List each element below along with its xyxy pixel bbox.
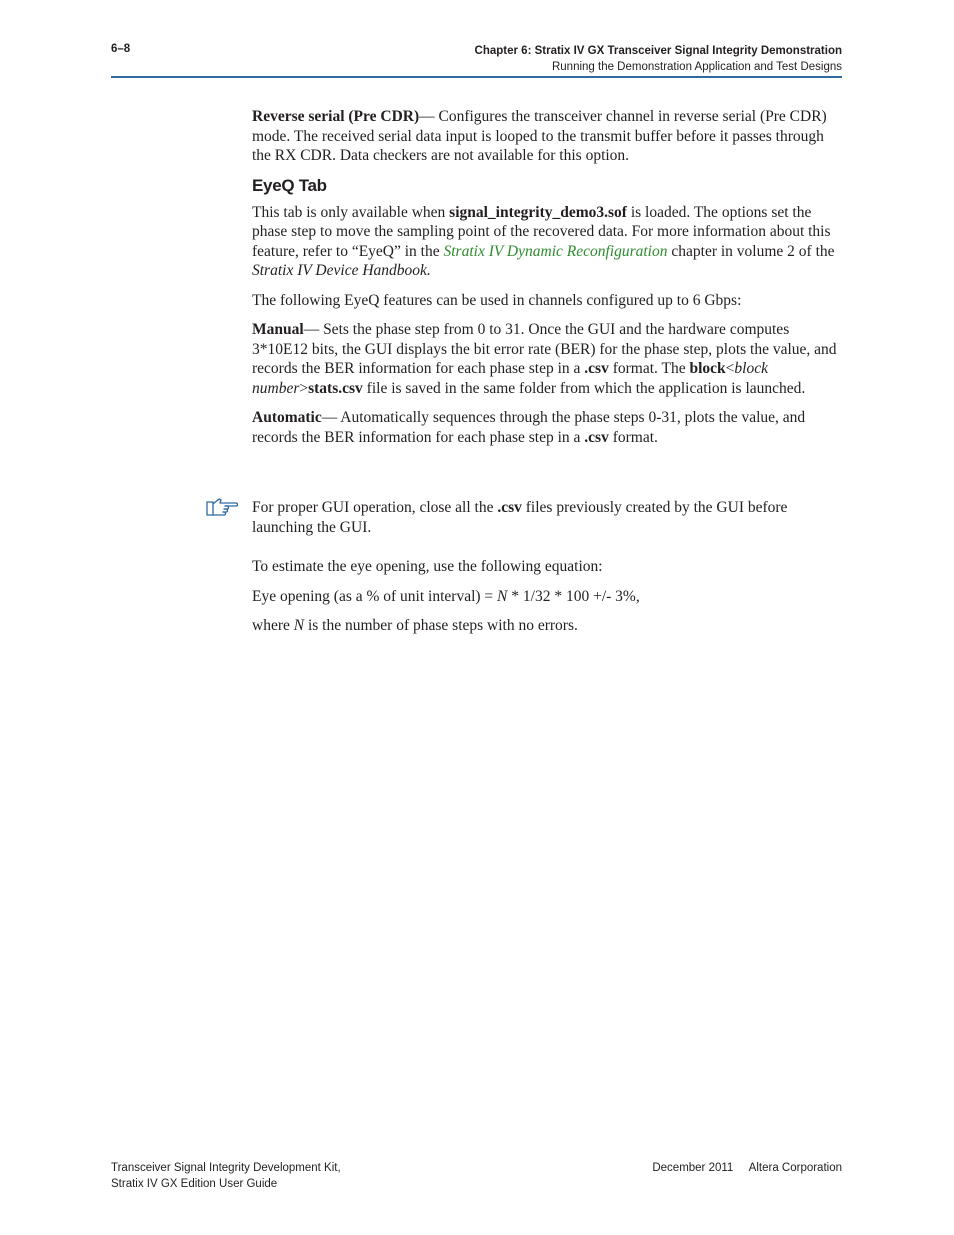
footer-date-company [652,1160,842,1176]
reverse-serial-paragraph [252,107,842,166]
equation-intro: To estimate the eye opening, use the following equation: [252,558,603,575]
automatic-text-1: — Automatically sequences through the phase steps 0-31, plots the value, and records the BER information for each phase step in a [252,409,806,446]
note-text-1: For proper GUI operation, close all the [252,499,498,516]
stats-csv-filename: stats.csv [308,379,363,397]
eyeq-intro-text-2: is loaded. The options set the phase step to move the sampling point of the recovered data. For more information about this feature, refer to “EyeQ” in the [252,203,831,260]
equation-section [252,557,842,646]
manual-text-2: format. The [608,360,690,377]
where-variable-n: N [293,617,305,634]
where-text-2: is the number of phase steps with no errors. [304,617,578,634]
block-number-placeholder: block number [252,360,768,397]
section-title: Running the Demonstration Application and Test Designs [551,61,842,73]
automatic-text-2: format. [608,428,658,446]
equation-text-1: Eye opening (as a % of unit interval) = [252,587,498,605]
manual-text-1: — Sets the phase step from 0 to 31. Once the GUI and the hardware computes 3*10E12 bits, the GUI displays the bit error rate (BER) for the phase step, plots the value, and records the BER information for each phase step in a [252,321,837,377]
manual-term: Manual [252,321,304,338]
note-text-2: files previously created by the GUI before launching the GUI. [252,499,788,536]
block-prefix: block [689,360,726,377]
footer-doc-title [111,1160,341,1192]
csv-format: .csv [584,428,609,446]
angle-open: < [725,360,735,377]
page-number: 6–8 [111,43,131,55]
equation-text-2: * 1/32 * 100 +/- 3%, [507,587,640,605]
footer-date: December 2011 [652,1162,734,1174]
eyeq-tab-heading: EyeQ Tab [252,175,327,195]
main-content [252,107,842,457]
sof-filename: signal_integrity_demo3.sof [449,203,627,221]
features-paragraph: The following EyeQ features can be used in channels configured up to 6 Gbps: [252,291,742,309]
manual-text-3: file is saved in the same folder from which the application is launched. [362,379,806,397]
footer-title-line-1: Transceiver Signal Integrity Development Kit, [111,1162,341,1174]
angle-close: > [299,379,309,397]
manual-paragraph [252,320,842,398]
eyeq-intro-text-3: chapter in volume 2 of the [667,242,835,260]
reverse-serial-term: Reverse serial (Pre CDR) [252,108,420,125]
handbook-title: Stratix IV Device Handbook. [252,262,431,279]
note-text [252,498,842,537]
footer-company: Altera Corporation [748,1162,842,1174]
equation-where [252,616,842,636]
header-rule [111,76,842,78]
equation [252,587,842,607]
dynamic-reconfiguration-link[interactable]: Stratix IV Dynamic Reconfiguration [443,242,668,260]
csv-format: .csv [497,499,522,516]
eyeq-intro-text-1: This tab is only available when [252,203,450,221]
automatic-term: Automatic [252,409,322,426]
equation-variable-n: N [497,587,508,605]
where-text-1: where [252,617,294,634]
eyeq-intro-paragraph [252,203,842,281]
running-header [475,43,842,75]
reverse-serial-text: — Configures the transceiver channel in reverse serial (Pre CDR) mode. The received serial data input is looped to the transmit buffer before it passes through the RX CDR. Data checkers are not available for this option. [252,108,827,164]
pointing-hand-icon [205,497,239,517]
footer-title-line-2: Stratix IV GX Edition User Guide [111,1178,278,1190]
csv-format: .csv [584,360,609,377]
automatic-paragraph [252,408,842,447]
chapter-title: Chapter 6: Stratix IV GX Transceiver Signal Integrity Demonstration [474,45,842,57]
